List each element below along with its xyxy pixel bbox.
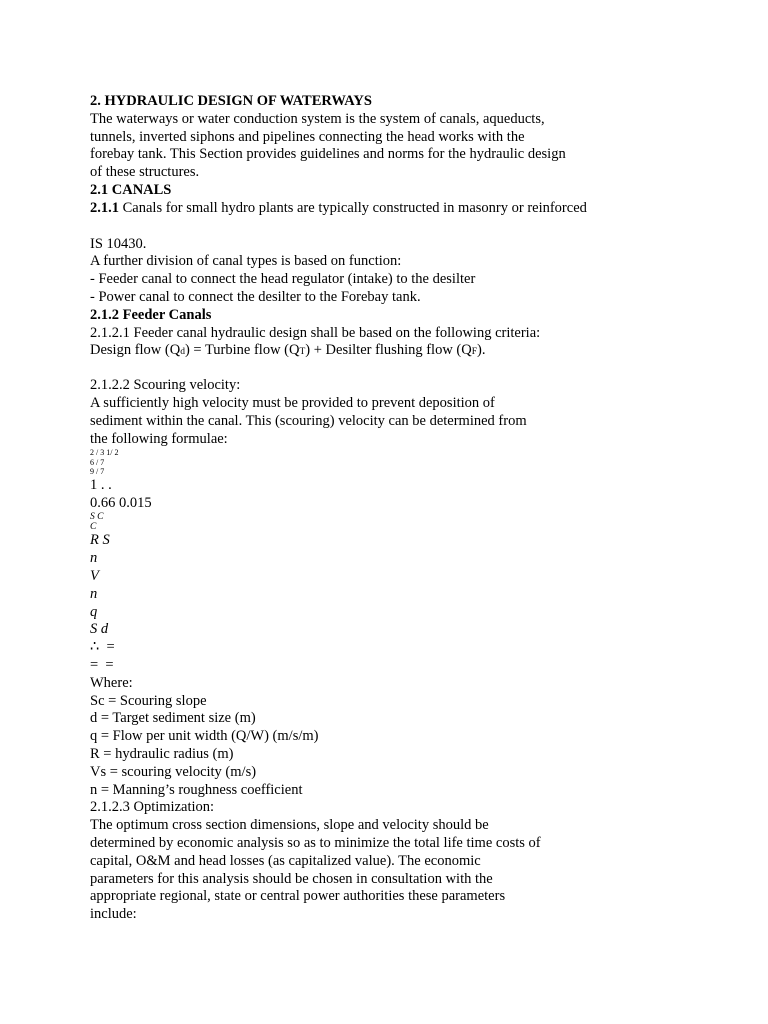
division-line: - Power canal to connect the desilter to the Forebay tank. (90, 288, 421, 305)
where-line: d = Target sediment size (m) (90, 710, 256, 727)
document-body (90, 93, 710, 924)
optimization-line: include: (90, 906, 137, 923)
formula-fragment: 9 / 7 (90, 467, 105, 477)
formula-fragment: C (90, 522, 97, 533)
formula-fragment: q (90, 603, 98, 620)
intro-line: tunnels, inverted siphons and pipelines connecting the head works with the (90, 128, 525, 145)
equation-subscript: d (180, 347, 185, 358)
where-line: Sc = Scouring slope (90, 692, 207, 709)
design-flow-equation (90, 342, 710, 360)
where-line: Vs = scouring velocity (m/s) (90, 763, 257, 780)
clause-2-1-2-2: 2.1.2.2 Scouring velocity: (90, 377, 241, 394)
optimization-line: parameters for this analysis should be chosen in consultation with the (90, 870, 493, 887)
where-line: q = Flow per unit width (Q/W) (m/s/m) (90, 728, 319, 745)
formula-fragment: 1 . . (90, 476, 112, 493)
formula-fragment: = = (90, 657, 114, 674)
scour-line: A sufficiently high velocity must be provided to prevent deposition of (90, 394, 495, 411)
clause-number: 2.1.1 (90, 199, 119, 216)
formula-fragment: n (90, 550, 98, 567)
subsection-heading-canals: 2.1 CANALS (90, 181, 172, 198)
where-line: R = hydraulic radius (m) (90, 746, 234, 762)
clause-2-1-1 (90, 200, 710, 218)
equation-subscript: T (299, 347, 306, 358)
subsection-heading-feeder: 2.1.2 Feeder Canals (90, 306, 212, 323)
formula-fragment: R S (90, 532, 110, 549)
section-heading: 2. HYDRAULIC DESIGN OF WATERWAYS (90, 93, 372, 109)
clause-2-1-2-3: 2.1.2.3 Optimization: (90, 799, 215, 816)
optimization-line: capital, O&M and head losses (as capitalized value). The economic (90, 852, 481, 869)
scour-line: sediment within the canal. This (scouring) velocity can be determined from (90, 412, 527, 429)
equation-text: ). (477, 342, 486, 359)
formula-fragment: 0.66 0.015 (90, 494, 152, 511)
formula-fragment: S C (90, 512, 104, 523)
intro-line: of these structures. (90, 164, 200, 181)
clause-2-1-2-1: 2.1.2.1 Feeder canal hydraulic design shall be based on the following criteria: (90, 324, 541, 341)
scour-line: the following formulae: (90, 430, 228, 447)
intro-line: forebay tank. This Section provides guidelines and norms for the hydraulic design (90, 146, 566, 163)
formula-fragment: 2 / 3 1/ 2 (90, 448, 119, 458)
formula-fragment: ∴ = (90, 639, 115, 656)
division-line: - Feeder canal to connect the head regulator (intake) to the desilter (90, 271, 476, 288)
formula-fragment: V (90, 568, 99, 585)
formula-fragment: n (90, 585, 98, 602)
where-line: n = Manning’s roughness coefficient (90, 781, 303, 798)
equation-text: ) = Turbine flow (Q (184, 342, 300, 359)
formula-fragment: 6 / 7 (90, 457, 105, 467)
formula-fragment: S d (90, 621, 109, 638)
optimization-line: determined by economic analysis so as to minimize the total life time costs of (90, 834, 541, 851)
intro-line: The waterways or water conduction system is the system of canals, aqueducts, (90, 110, 545, 127)
division-line: A further division of canal types is based on function: (90, 253, 402, 270)
equation-text: ) + Desilter flushing flow (Q (305, 342, 472, 359)
standard-reference: IS 10430. (90, 235, 147, 252)
clause-text: Canals for small hydro plants are typically constructed in masonry or reinforced (119, 199, 587, 216)
where-line: Where: (90, 674, 133, 691)
optimization-line: The optimum cross section dimensions, slope and velocity should be (90, 817, 489, 834)
blank-gap (90, 218, 710, 236)
equation-subscript: F (471, 347, 478, 358)
blank-gap (90, 360, 710, 377)
equation-text: Design flow (Q (90, 342, 181, 359)
optimization-line: appropriate regional, state or central power authorities these parameters (90, 888, 506, 905)
